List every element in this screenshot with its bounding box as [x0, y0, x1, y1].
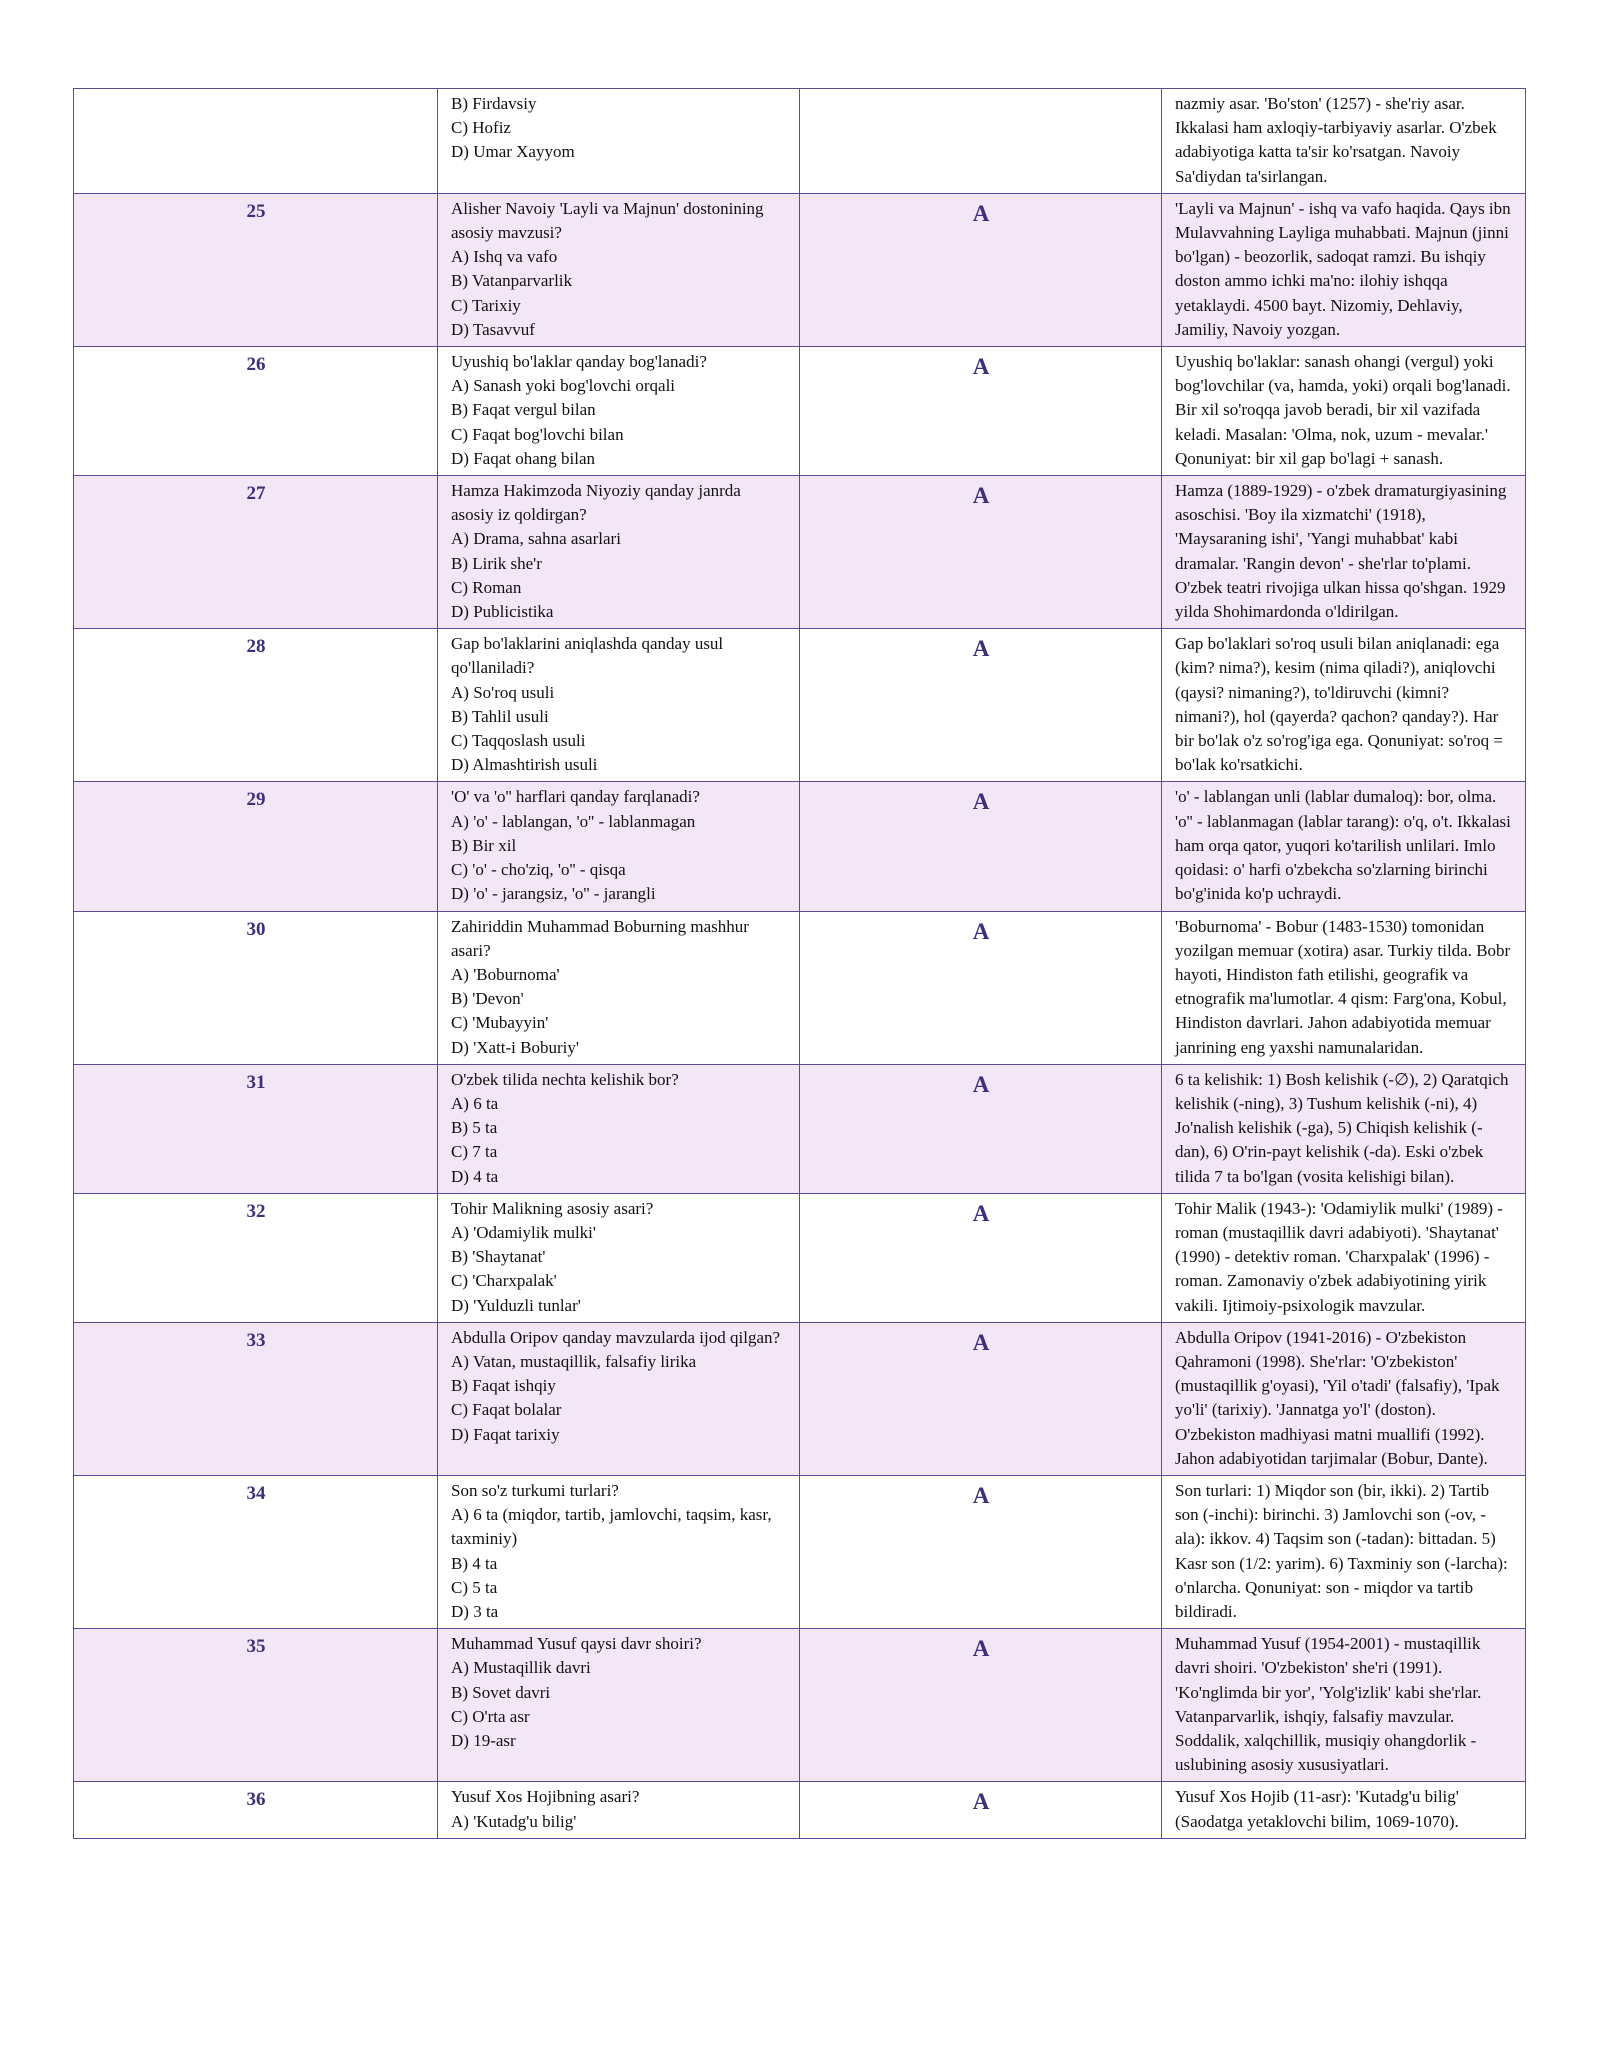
option-text: A) 'Kutadg'u bilig': [451, 1811, 577, 1831]
option-text: B) 'Shaytanat': [451, 1247, 546, 1267]
option-text: D) 3 ta: [451, 1601, 499, 1621]
option-text: B) Sovet davri: [451, 1682, 551, 1702]
option-text: B) Firdavsiy: [451, 94, 537, 113]
explanation-cell: Tohir Malik (1943-): 'Odamiylik mulki' (1989) - roman (mustaqillik davri adabiyoti). 'Shaytanat' (1990) - detektiv roman. 'Charxpalak' (1996) - roman. Zamonaviy o'zbek adabiyotining yirik vakili. Ijtimoiy-psixologik mavzular.: [1162, 1193, 1526, 1322]
question-text: Yusuf Xos Hojibning asari?: [451, 1787, 640, 1807]
option-text: B) Tahlil usuli: [451, 706, 549, 726]
explanation-cell: 6 ta kelishik: 1) Bosh kelishik (-∅), 2) Qaratqich kelishik (-ning), 3) Tushum kelishik (-ni), 4) Jo'nalish kelishik (-ga), 5) Chiqish kelishik (-dan), 6) O'rin-payt kelishik (-da). Eski o'zbek tilida 7 ta bo'lgan (vosita kelishigi bilan).: [1162, 1064, 1526, 1193]
question-text: Gap bo'laklarini aniqlashda qanday usul qo'llaniladi?: [451, 634, 724, 678]
option-text: C) 'Mubayyin': [451, 1013, 549, 1033]
option-text: D) 4 ta: [451, 1166, 499, 1186]
explanation-cell: nazmiy asar. 'Bo'ston' (1257) - she'riy asar. Ikkalasi ham axloqiy-tarbiyaviy asarlar. O'zbek adabiyotiga katta ta'sir ko'rsatgan. Navoiy Sa'diydan ta'sirlangan.: [1162, 89, 1526, 194]
correct-answer: A: [800, 1629, 1162, 1782]
question-text: Tohir Malikning asosiy asari?: [451, 1198, 654, 1218]
option-text: B) Lirik she'r: [451, 553, 542, 573]
question-number: 33: [74, 1322, 438, 1475]
question-number: 26: [74, 347, 438, 476]
table-row: [74, 629, 1526, 782]
option-text: A) 6 ta: [451, 1093, 499, 1113]
question-cell: [438, 911, 800, 1064]
question-cell: [438, 1322, 800, 1475]
option-text: A) So'roq usuli: [451, 682, 555, 702]
table-row: [74, 193, 1526, 346]
option-text: A) 'Boburnoma': [451, 964, 560, 984]
option-text: C) Taqqoslash usuli: [451, 731, 586, 751]
option-text: D) Almashtirish usuli: [451, 755, 598, 775]
table-row: [74, 1193, 1526, 1322]
option-text: A) 'o' - lablangan, 'o'' - lablanmagan: [451, 811, 696, 831]
question-text: Zahiriddin Muhammad Boburning mashhur asari?: [451, 916, 749, 960]
option-text: D) 'Xatt-i Boburiy': [451, 1037, 579, 1057]
question-text: O'zbek tilida nechta kelishik bor?: [451, 1069, 679, 1089]
option-text: D) Umar Xayyom: [451, 142, 575, 162]
option-text: D) Faqat ohang bilan: [451, 448, 595, 468]
correct-answer: A: [800, 782, 1162, 911]
question-number: 31: [74, 1064, 438, 1193]
table-row: [74, 1629, 1526, 1782]
option-text: C) Faqat bog'lovchi bilan: [451, 424, 624, 444]
question-number: 35: [74, 1629, 438, 1782]
explanation-cell: 'Boburnoma' - Bobur (1483-1530) tomonidan yozilgan memuar (xotira) asar. Turkiy tilda. Bobr hayoti, Hindiston fath etilishi, geografik va etnografik ma'lumotlar. 4 qism: Farg'ona, Kobul, Hindiston davrlari. Jahon adabiyotida memuar janrining eng yaxshi namunalaridan.: [1162, 911, 1526, 1064]
option-text: A) Vatan, mustaqillik, falsafiy lirika: [451, 1351, 697, 1371]
question-text: Abdulla Oripov qanday mavzularda ijod qilgan?: [451, 1327, 781, 1347]
question-cell: [438, 1475, 800, 1628]
question-number: 34: [74, 1475, 438, 1628]
explanation-cell: 'o' - lablangan unli (lablar dumaloq): bor, olma. 'o'' - lablanmagan (lablar tarang): o'q, o't. Ikkalasi ham orqa qator, yuqori ko'tarilish unlilari. Imlo qoidasi: o' harfi o'zbekcha so'zlarning birinchi bo'g'inida ko'p uchraydi.: [1162, 782, 1526, 911]
option-text: C) Faqat bolalar: [451, 1400, 562, 1420]
option-text: C) 5 ta: [451, 1577, 498, 1597]
explanation-cell: 'Layli va Majnun' - ishq va vafo haqida. Qays ibn Mulavvahning Layliga muhabbati. Majnun (jinni bo'lgan) - beozorlik, sadoqat ramzi. Bu ishqiy doston ammo ichki ma'no: ilohiy ishqqa yetaklaydi. 4500 bayt. Nizomiy, Dehlaviy, Jamiliy, Navoiy yozgan.: [1162, 193, 1526, 346]
option-text: B) Bir xil: [451, 835, 517, 855]
question-cell: [438, 1064, 800, 1193]
option-text: C) 'Charxpalak': [451, 1271, 557, 1291]
question-number: 25: [74, 193, 438, 346]
option-text: D) Tasavvuf: [451, 319, 535, 339]
table-row: [74, 347, 1526, 476]
table-row: [74, 911, 1526, 1064]
option-text: C) Roman: [451, 577, 522, 597]
question-cell: [438, 193, 800, 346]
question-cell: [438, 1193, 800, 1322]
table-row: [74, 782, 1526, 911]
question-cell: [438, 476, 800, 629]
option-text: C) O'rta asr: [451, 1706, 530, 1726]
question-text: Uyushiq bo'laklar qanday bog'lanadi?: [451, 352, 707, 372]
question-cell: [438, 1629, 800, 1782]
question-number: 27: [74, 476, 438, 629]
question-number: 30: [74, 911, 438, 1064]
option-text: C) Tarixiy: [451, 295, 521, 315]
option-text: D) Faqat tarixiy: [451, 1424, 560, 1444]
option-text: A) Drama, sahna asarlari: [451, 529, 621, 549]
option-text: A) Mustaqillik davri: [451, 1658, 591, 1678]
question-text: Hamza Hakimzoda Niyoziy qanday janrda asosiy iz qoldirgan?: [451, 481, 741, 525]
question-cell: [438, 347, 800, 476]
table-row: [74, 89, 1526, 194]
question-number: 28: [74, 629, 438, 782]
question-cell: [438, 89, 800, 194]
option-text: A) Sanash yoki bog'lovchi orqali: [451, 376, 676, 396]
correct-answer: A: [800, 911, 1162, 1064]
option-text: B) 'Devon': [451, 989, 524, 1009]
option-text: D) 19-asr: [451, 1731, 516, 1750]
table-row: [74, 1322, 1526, 1475]
question-number: 36: [74, 1782, 438, 1838]
correct-answer: A: [800, 193, 1162, 346]
option-text: B) Vatanparvarlik: [451, 271, 573, 291]
explanation-cell: Hamza (1889-1929) - o'zbek dramaturgiyasining asoschisi. 'Boy ila xizmatchi' (1918), 'Maysaraning ishi', 'Yangi muhabbat' kabi dramalar. 'Rangin devon' - she'rlar to'plami. O'zbek teatri rivojiga ulkan hissa qo'shgan. 1929 yilda Shohimardonda o'ldirilgan.: [1162, 476, 1526, 629]
option-text: B) 4 ta: [451, 1553, 498, 1573]
option-text: B) 5 ta: [451, 1118, 498, 1138]
correct-answer: [800, 89, 1162, 194]
explanation-cell: Son turlari: 1) Miqdor son (bir, ikki). 2) Tartib son (-inchi): birinchi. 3) Jamlovchi son (-ov, -ala): ikkov. 4) Taqsim son (-tadan): bittadan. 5) Kasr son (1/2: yarim). 6) Taxminiy son (-larcha): o'nlarcha. Qonuniyat: son - miqdor va tartib bildiradi.: [1162, 1475, 1526, 1628]
correct-answer: A: [800, 1782, 1162, 1838]
explanation-cell: Yusuf Xos Hojib (11-asr): 'Kutadg'u bilig' (Saodatga yetaklovchi bilim, 1069-1070).: [1162, 1782, 1526, 1838]
correct-answer: A: [800, 476, 1162, 629]
correct-answer: A: [800, 1322, 1162, 1475]
answer-table: [73, 88, 1526, 1839]
option-text: C) 7 ta: [451, 1142, 498, 1162]
question-text: Son so'z turkumi turlari?: [451, 1480, 619, 1500]
answer-table-page: [73, 88, 1525, 1839]
explanation-cell: Uyushiq bo'laklar: sanash ohangi (vergul) yoki bog'lovchilar (va, hamda, yoki) orqali bog'lanadi. Bir xil so'roqqa javob beradi, bir xil vazifada keladi. Masalan: 'Olma, nok, uzum - mevalar.' Qonuniyat: bir xil gap bo'lagi + sanash.: [1162, 347, 1526, 476]
option-text: A) 'Odamiylik mulki': [451, 1222, 596, 1242]
question-text: Alisher Navoiy 'Layli va Majnun' dostonining asosiy mavzusi?: [451, 198, 764, 243]
table-row: [74, 1782, 1526, 1838]
question-cell: [438, 782, 800, 911]
question-text: Muhammad Yusuf qaysi davr shoiri?: [451, 1634, 702, 1654]
question-cell: [438, 629, 800, 782]
explanation-cell: Muhammad Yusuf (1954-2001) - mustaqillik davri shoiri. 'O'zbekiston' she'ri (1991). 'Ko'nglimda bir yor', 'Yolg'izlik' kabi she'rlar. Vatanparvarlik, ishqiy, falsafiy mavzular. Soddalik, xalqchillik, musiqiy ohangdorlik - uslubining asosiy xususiyatlari.: [1162, 1629, 1526, 1782]
table-row: [74, 1475, 1526, 1628]
option-text: D) Publicistika: [451, 602, 554, 622]
option-text: B) Faqat ishqiy: [451, 1376, 556, 1396]
option-text: B) Faqat vergul bilan: [451, 400, 596, 420]
question-text: 'O' va 'o'' harflari qanday farqlanadi?: [451, 787, 700, 807]
question-cell: [438, 1782, 800, 1838]
question-number: [74, 89, 438, 194]
table-row: [74, 1064, 1526, 1193]
explanation-cell: Gap bo'laklari so'roq usuli bilan aniqlanadi: ega (kim? nima?), kesim (nima qiladi?), aniqlovchi (qaysi? nimaning?), to'ldiruvchi (kimni? nimani?), hol (qayerda? qachon? qanday?). Har bir bo'lak o'z so'rog'iga ega. Qonuniyat: so'roq = bo'lak ko'rsatkichi.: [1162, 629, 1526, 782]
option-text: C) 'o' - cho'ziq, 'o'' - qisqa: [451, 860, 626, 880]
explanation-cell: Abdulla Oripov (1941-2016) - O'zbekiston Qahramoni (1998). She'rlar: 'O'zbekiston' (mustaqillik g'oyasi), 'Yil o'tadi' (falsafiy), 'Ipak yo'li' (tarixiy). 'Jannatga yo'l' (doston). O'zbekiston madhiyasi matni muallifi (1992). Jahon adabiyotidan tarjimalar (Bobur, Dante).: [1162, 1322, 1526, 1475]
option-text: D) 'o' - jarangsiz, 'o'' - jarangli: [451, 884, 656, 904]
table-row: [74, 476, 1526, 629]
correct-answer: A: [800, 1193, 1162, 1322]
option-text: A) Ishq va vafo: [451, 247, 558, 267]
answer-table-body: [74, 89, 1526, 1839]
option-text: D) 'Yulduzli tunlar': [451, 1295, 581, 1315]
correct-answer: A: [800, 629, 1162, 782]
correct-answer: A: [800, 1475, 1162, 1628]
question-number: 29: [74, 782, 438, 911]
option-text: A) 6 ta (miqdor, tartib, jamlovchi, taqsim, kasr, taxminiy): [451, 1505, 772, 1549]
question-number: 32: [74, 1193, 438, 1322]
correct-answer: A: [800, 1064, 1162, 1193]
correct-answer: A: [800, 347, 1162, 476]
option-text: C) Hofiz: [451, 118, 511, 138]
